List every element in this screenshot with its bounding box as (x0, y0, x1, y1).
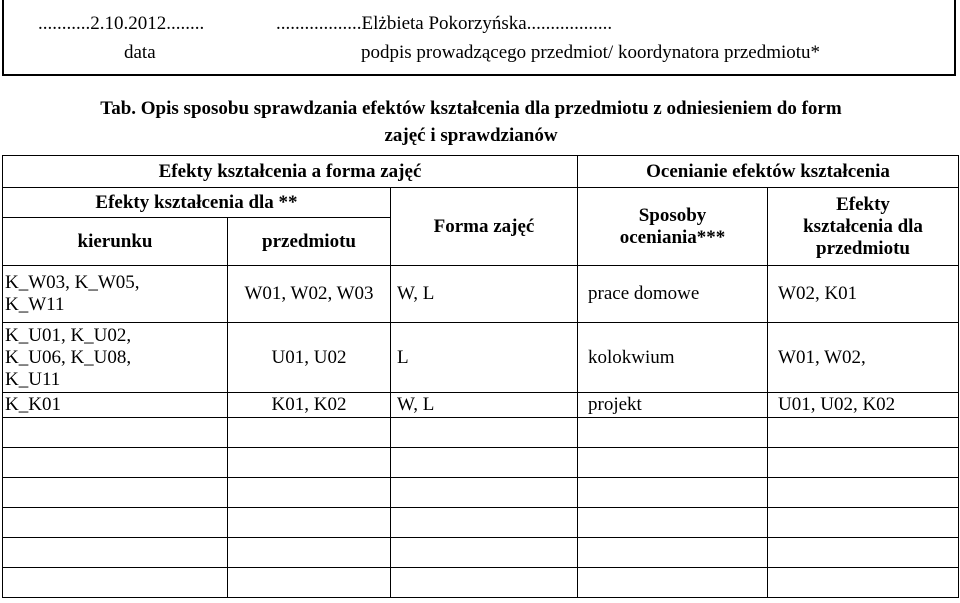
signature-box (2, 0, 956, 76)
header-sposoby-line-2: oceniania*** (619, 226, 726, 248)
cell-sposoby: kolokwium (578, 323, 768, 393)
header-efekty-line-1: Efekty (836, 193, 890, 215)
header-sposoby-line-1: Sposoby (638, 204, 707, 226)
cell-forma: W, L (391, 266, 578, 323)
cell-kierunku (3, 323, 228, 393)
cell-kierunku-line-1: K_W03, K_W05, (5, 272, 140, 293)
table-row (3, 266, 959, 323)
table-caption (16, 95, 926, 149)
cell-kierunku-line-3: K_U11 (5, 368, 61, 390)
header-row-2 (3, 188, 959, 218)
signature-value: ..................Elżbieta Pokorzyńska.................. (276, 13, 613, 34)
header-kierunku: kierunku (3, 218, 228, 266)
effects-table (2, 155, 959, 598)
cell-sposoby: prace domowe (578, 266, 768, 323)
cell-kierunku: K_K01 (3, 393, 228, 418)
header-efekty-forma: Efekty kształcenia a forma zajęć (3, 156, 578, 188)
cell-forma: L (391, 323, 578, 393)
empty-row (3, 478, 959, 508)
empty-row (3, 508, 959, 538)
cell-efekty: U01, U02, K02 (768, 393, 959, 418)
cell-kierunku-line-1: K_U01, K_U02, (5, 324, 132, 346)
empty-row (3, 418, 959, 448)
date-label: data (124, 42, 156, 63)
cell-forma: W, L (391, 393, 578, 418)
cell-przedmiotu: W01, W02, W03 (228, 266, 391, 323)
cell-sposoby: projekt (578, 393, 768, 418)
cell-kierunku (3, 266, 228, 323)
date-value: ...........2.10.2012........ (38, 13, 205, 34)
header-ocenianie: Ocenianie efektów kształcenia (578, 156, 959, 188)
caption-line-1: Tab. Opis sposobu sprawdzania efektów kształcenia dla przedmiotu z odniesieniem do form (100, 98, 842, 119)
signature-label: podpis prowadzącego przedmiot/ koordynatora przedmiotu* (361, 42, 821, 63)
table-row (3, 393, 959, 418)
empty-row (3, 568, 959, 598)
cell-efekty: W02, K01 (768, 266, 959, 323)
empty-row (3, 448, 959, 478)
caption-line-2: zajęć i sprawdzianów (384, 125, 558, 146)
header-forma-zajec: Forma zajęć (391, 188, 578, 266)
header-row-1 (3, 156, 959, 188)
cell-kierunku-line-2: K_U06, K_U08, (5, 346, 132, 368)
cell-przedmiotu: K01, K02 (228, 393, 391, 418)
header-sposoby-oceniania (578, 188, 768, 266)
header-efekty-dla: Efekty kształcenia dla ** (3, 188, 391, 218)
table-row (3, 323, 959, 393)
header-efekty-przedmiotu (768, 188, 959, 266)
header-efekty-line-2: kształcenia dla (803, 215, 923, 237)
empty-row (3, 538, 959, 568)
header-przedmiotu: przedmiotu (228, 218, 391, 266)
cell-efekty: W01, W02, (768, 323, 959, 393)
cell-przedmiotu: U01, U02 (228, 323, 391, 393)
cell-kierunku-line-2: K_W11 (5, 294, 65, 315)
header-efekty-line-3: przedmiotu (816, 237, 910, 259)
